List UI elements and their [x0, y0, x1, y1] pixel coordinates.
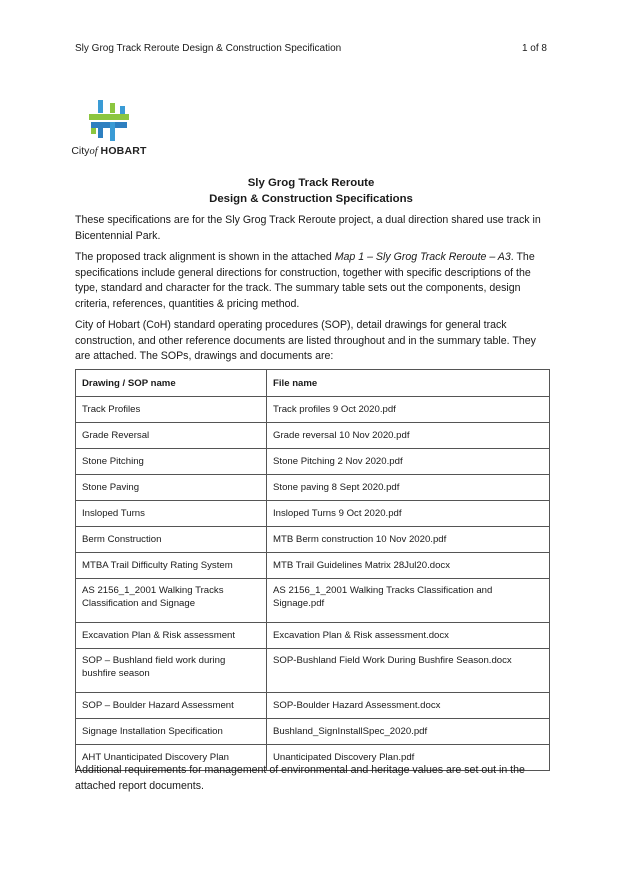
page-number: 1 of 8 [521, 43, 547, 54]
closing-paragraph: Additional requirements for management of environmental and heritage values are set out in the attached report documents. [75, 764, 525, 792]
alignment-paragraph: The proposed track alignment is shown in the attached Map 1 – Sly Grog Track Reroute – A3. The specifications include general directions for construction, together with specific descriptions of the type, standard and character for the track. The summary table sets out the components, design criteria, references, quantities & pricing method. [75, 251, 535, 310]
sop-intro-paragraph: City of Hobart (CoH) standard operating procedures (SOP), detail drawings for general track construction, and other reference documents are listed throughout and in the summary table. They are attached. The SOPs, drawings and documents are: [75, 319, 536, 363]
drawing-name: Stone Paving [76, 475, 267, 501]
logo-wordmark: Cityof HOBART [71, 145, 147, 157]
drawing-name: SOP – Boulder Hazard Assessment [76, 693, 267, 719]
table-row [76, 423, 550, 449]
file-name: Bushland_SignInstallSpec_2020.pdf [267, 719, 550, 745]
drawing-name: MTBA Trail Difficulty Rating System [76, 553, 267, 579]
file-name: SOP-Boulder Hazard Assessment.docx [267, 693, 550, 719]
city-of-hobart-logo [66, 100, 152, 160]
drawing-name: AHT Unanticipated Discovery Plan [76, 745, 267, 771]
column-header-drawing: Drawing / SOP name [76, 370, 267, 397]
hobart-emblem-icon [87, 100, 131, 144]
table-row [76, 649, 550, 693]
drawing-name: AS 2156_1_2001 Walking Tracks Classification and Signage [76, 579, 267, 623]
file-name: Track profiles 9 Oct 2020.pdf [267, 397, 550, 423]
map-reference: Map 1 – Sly Grog Track Reroute – A3 [334, 251, 511, 263]
drawing-name: Signage Installation Specification [76, 719, 267, 745]
file-name: MTB Trail Guidelines Matrix 28Jul20.docx [267, 553, 550, 579]
file-name: Insloped Turns 9 Oct 2020.pdf [267, 501, 550, 527]
file-name: Stone Pitching 2 Nov 2020.pdf [267, 449, 550, 475]
drawing-name: SOP – Bushland field work during bushfire season [76, 649, 267, 693]
table-row [76, 553, 550, 579]
drawing-name: Track Profiles [76, 397, 267, 423]
doc-title-line2: Design & Construction Specifications [209, 193, 413, 205]
drawing-name: Excavation Plan & Risk assessment [76, 623, 267, 649]
file-name: Unanticipated Discovery Plan.pdf [267, 745, 550, 771]
drawing-name: Stone Pitching [76, 449, 267, 475]
page-header-title: Sly Grog Track Reroute Design & Construction Specification [75, 43, 342, 54]
column-header-file: File name [267, 370, 550, 397]
drawing-name: Berm Construction [76, 527, 267, 553]
table-row [76, 527, 550, 553]
table-row [76, 579, 550, 623]
table-row [76, 693, 550, 719]
drawing-name: Grade Reversal [76, 423, 267, 449]
file-name: AS 2156_1_2001 Walking Tracks Classification and Signage.pdf [267, 579, 550, 623]
file-name: Excavation Plan & Risk assessment.docx [267, 623, 550, 649]
table-row [76, 397, 550, 423]
table-row [76, 449, 550, 475]
intro-paragraph: These specifications are for the Sly Grog Track Reroute project, a dual direction shared use track in Bicentennial Park. [75, 214, 541, 242]
table-row [76, 501, 550, 527]
file-name: SOP-Bushland Field Work During Bushfire Season.docx [267, 649, 550, 693]
file-name: Grade reversal 10 Nov 2020.pdf [267, 423, 550, 449]
table-row [76, 623, 550, 649]
table-row [76, 475, 550, 501]
sop-documents-table [75, 369, 550, 771]
table-row [76, 719, 550, 745]
drawing-name: Insloped Turns [76, 501, 267, 527]
file-name: MTB Berm construction 10 Nov 2020.pdf [267, 527, 550, 553]
doc-title-line1: Sly Grog Track Reroute [247, 177, 375, 189]
table-header-row [76, 370, 550, 397]
file-name: Stone paving 8 Sept 2020.pdf [267, 475, 550, 501]
